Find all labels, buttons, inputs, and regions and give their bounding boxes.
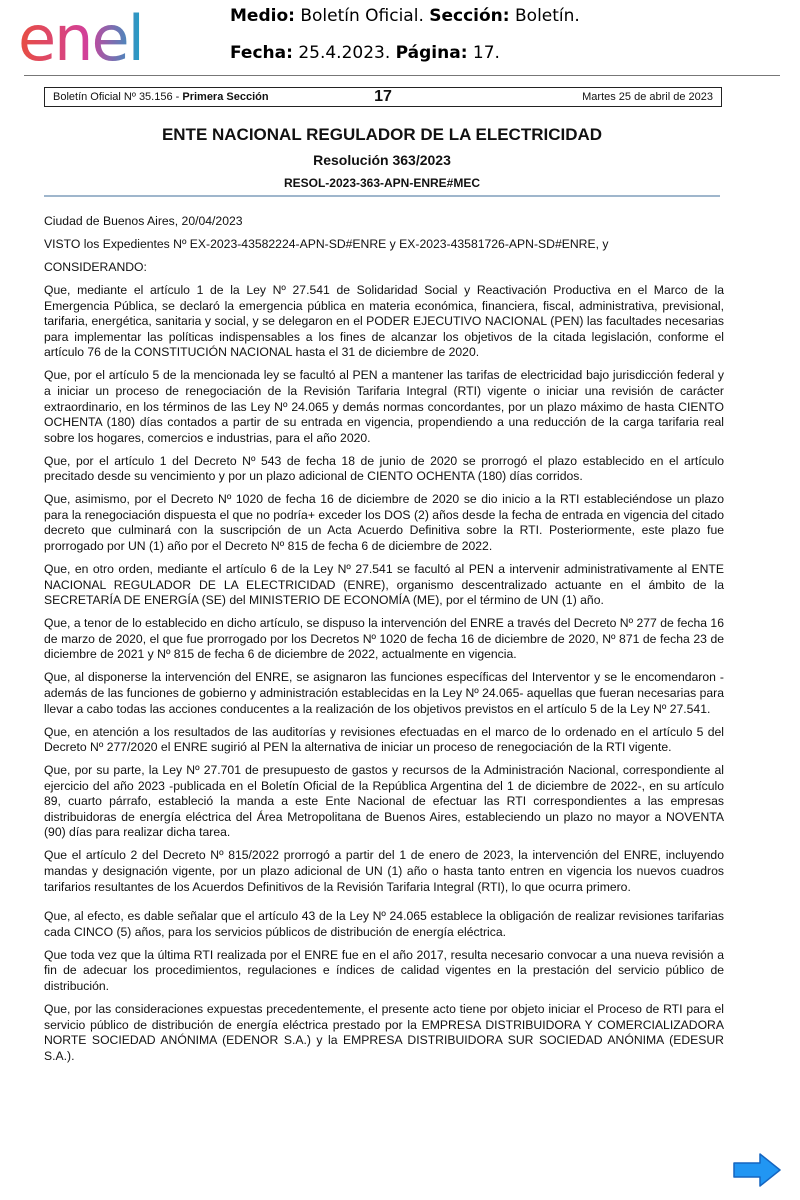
medio-label: Medio:	[230, 6, 295, 26]
paragraph: Que, por el artículo 1 del Decreto Nº 543 de fecha 18 de junio de 2020 se prorrogó el plazo establecido en el artículo precitado desde su vencimiento y por un plazo adicional de CIENTO OCHENTA (180) días corridos.	[44, 453, 724, 484]
clipping-line-2	[230, 43, 500, 63]
paragraph: Que toda vez que la última RTI realizada por el ENRE fue en el año 2017, resulta necesario convocar a una nueva revisión a fin de adecuar los procedimientos, regulaciones e índices de calidad vigentes en la prestación del servicio público de distribución.	[44, 947, 724, 994]
paragraph: Que, por su parte, la Ley Nº 27.701 de presupuesto de gastos y recursos de la Administración Nacional, correspondiente al ejercicio del año 2023 -publicada en el Boletín Oficial de la República Argentina del 1 de diciembre de 2022-, en su artículo 89, cuarto párrafo, estableció la manda a este Ente Nacional de efectuar las RTI correspondientes a las empresas distribuidoras de energía eléctrica del Área Metropolitana de Buenos Aires, estableciendo un plazo no mayor a NOVENTA (90) días para realizar dicha tarea.	[44, 763, 724, 840]
fecha-label: Fecha:	[230, 43, 293, 63]
paragraph: Que el artículo 2 del Decreto Nº 815/2022 prorrogó a partir del 1 de enero de 2023, la intervención del ENRE, incluyendo mandas y designación vigente, por un plazo adicional de UN (1) año o hasta tanto entren en vigencia los nuevos cuadros tarifarios resultantes de los Acuerdos Definitivos de la Revisión Tarifaria Integral (RTI), lo que ocurra primero.	[44, 848, 724, 894]
paragraph: VISTO los Expedientes Nº EX-2023-43582224-APN-SD#ENRE y EX-2023-43581726-APN-SD#ENRE, y	[44, 236, 609, 251]
bulletin-date: Martes 25 de abril de 2023	[582, 91, 713, 103]
title-divider	[44, 195, 720, 197]
paragraph: Ciudad de Buenos Aires, 20/04/2023	[44, 214, 243, 228]
fecha-value: 25.4.2023.	[298, 43, 391, 63]
resolution-title: Resolución 363/2023	[313, 152, 451, 168]
seccion-value: Boletín.	[515, 6, 580, 26]
seccion-label: Sección:	[429, 6, 510, 26]
medio-value: Boletín Oficial.	[300, 6, 424, 26]
paragraph: CONSIDERANDO:	[44, 259, 147, 274]
bulletin-page-header	[44, 87, 722, 107]
pagina-value: 17.	[472, 43, 500, 63]
paragraph: Que, por el artículo 5 de la mencionada ley se facultó al PEN a mantener las tarifas de electricidad bajo jurisdicción federal y a iniciar un proceso de renegociación de la Revisión Tarifaria Integral (RTI) vigente o iniciar una revisión de carácter extraordinario, en los términos de las Ley Nº 24.065 y demás normas concordantes, por un plazo máximo de hasta CIENTO OCHENTA (180) días contados a partir de su entrada en vigencia, propendiendo a una reducción de la carga tarifaria real sobre los hogares, comercios e industrias, para el año 2020.	[44, 368, 724, 445]
header-divider	[24, 75, 780, 76]
enel-wordmark: enel	[18, 4, 143, 70]
clipping-line-1	[230, 6, 580, 26]
entity-title: ENTE NACIONAL REGULADOR DE LA ELECTRICIDAD	[161, 125, 603, 144]
paragraph: Que, por las consideraciones expuestas precedentemente, el presente acto tiene por objeto iniciar el Proceso de RTI para el servicio público de distribución de energía eléctrica prestado por la EMPRESA DISTRIBUIDORA Y COMERCIALIZADORA NORTE SOCIEDAD ANÓNIMA (EDENOR S.A.) y la EMPRESA DISTRIBUIDORA SUR SOCIEDAD ANÓNIMA (EDESUR S.A.).	[44, 1002, 724, 1063]
next-page-arrow-icon[interactable]	[732, 1152, 782, 1188]
paragraph: Que, en otro orden, mediante el artículo 6 de la Ley Nº 27.541 se facultó al PEN a intervenir administrativamente al ENTE NACIONAL REGULADOR DE LA ELECTRICIDAD (ENRE), organismo descentralizado actuante en el ámbito de la SECRETARÍA DE ENERGÍA (SE) del MINISTERIO DE ECONOMÍA (ME), por el término de UN (1) año.	[44, 562, 724, 608]
paragraph: Que, a tenor de lo establecido en dicho artículo, se dispuso la intervención del ENRE a través del Decreto Nº 277 de fecha 16 de marzo de 2020, el que fue prorrogado por los Decretos Nº 1020 de fecha 16 de diciembre de 2020, Nº 871 de fecha 23 de diciembre de 2021 y Nº 815 de fecha 6 de diciembre de 2022, actualmente en vigencia.	[44, 616, 724, 662]
paragraph: Que, en atención a los resultados de las auditorías y revisiones efectuadas en el marco de lo ordenado en el artículo 5 del Decreto Nº 277/2020 el ENRE sugirió al PEN la alternativa de iniciar un proceso de renegociación de la RTI vigente.	[44, 724, 724, 755]
paragraph: Que, al efecto, es dable señalar que el artículo 43 de la Ley Nº 24.065 establece la obligación de realizar revisiones tarifarias cada CINCO (5) años, para los servicios públicos de distribución de energía eléctrica.	[44, 909, 724, 939]
paragraph: Que, mediante el artículo 1 de la Ley Nº 27.541 de Solidaridad Social y Reactivación Productiva en el Marco de la Emergencia Pública, se declaró la emergencia pública en materia económica, financiera, fiscal, administrativa, previsional, tarifaria, energética, sanitaria y social, y se delegaron en el PODER EJECUTIVO NACIONAL (PEN) las facultades necesarias para implementar las políticas indispensables a los fines de alcanzar los objetivos de la citada legislación, conforme el artículo 76 de la CONSTITUCIÓN NACIONAL hasta el 31 de diciembre de 2020.	[44, 282, 724, 360]
document-body	[44, 214, 724, 1072]
pagina-label: Página:	[395, 43, 468, 63]
paragraph: Que, asimismo, por el Decreto Nº 1020 de fecha 16 de diciembre de 2020 se dio inicio a la RTI estableciéndose un plazo para la renegociación dispuesta el que no podría+ exceder los DOS (2) años desde la fecha de entrada en vigencia del citado decreto que culminará con la suscripción de un Acta Acuerdo Definitiva sobre la RTI. Posteriormente, este plazo fue prorrogado por UN (1) año por el Decreto Nº 815 de fecha 6 de diciembre de 2022.	[44, 492, 724, 554]
resolution-code: RESOL-2023-363-APN-ENRE#MEC	[283, 176, 481, 190]
bulletin-page-number: 17	[374, 88, 392, 105]
enel-logo	[18, 4, 186, 70]
paragraph: Que, al disponerse la intervención del ENRE, se asignaron las funciones específicas del Interventor y se le encomendaron -además de las funciones de gobierno y administración establecidas en la Ley Nº 24.065- aquellas que fueran necesarias para llevar a cabo todas las acciones conducentes a la realización de los objetivos previstos en el artículo 5 de la Ley Nº 27.541.	[44, 670, 724, 716]
bulletin-edition: Boletín Oficial Nº 35.156 - Primera Sección	[53, 91, 269, 103]
